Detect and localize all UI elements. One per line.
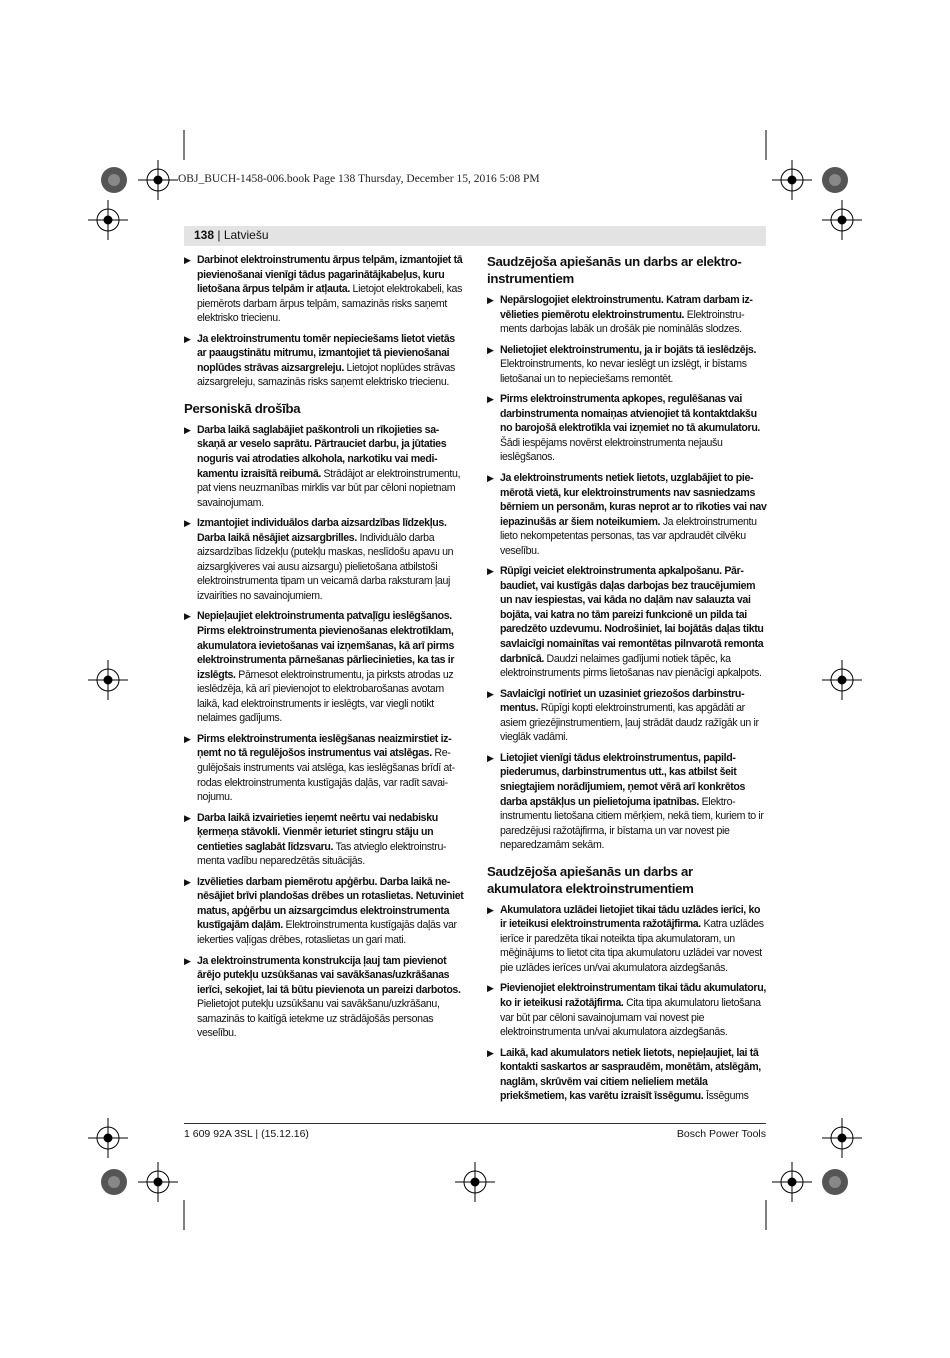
item-text: Lietojot elektrokabeli, kas piemērots darbam ārpus telpām, samazinās risks saņemt elektrisko triecienu. — [197, 283, 463, 325]
item-bold-text: Izvēlieties darbam piemērotu apģērbu. Darba laikā nenēsājiet brīvi plandošas drēbes un rotaslietas. Netuviniet matus, apģērbu un aizsargcimdus elektroinstrumenta kustīgajām daļām. — [197, 875, 464, 932]
bullet-arrow-icon: ▶ — [487, 904, 494, 915]
bullet-arrow-icon: ▶ — [184, 876, 191, 887]
item-text: Katra uzlādes ierīce ir paredzēta tikai noteikta tipa akumulatoram, un mēģinājums to lietot cita tipa akumulatoru uzlādei var novest pie uzlādes ierīces un/vai akumulatora aizdegšanās. — [500, 918, 764, 974]
item-text: Tas atvieglo elektroinstrumenta vadību neparedzētās situācijās. — [197, 840, 447, 868]
item-text: Elektroinstrumentu lietošana citiem mērķiem, nekā tiem, kuriem to ir paredzējusi ražotājfirma, ir bīstama un var novest pie neparedzamām sekām. — [500, 795, 764, 852]
list-item — [487, 903, 767, 976]
item-bold-text: Darba laikā izvairieties ieņemt neērtu vai nedabisku ķermeņa stāvokli. Vienmēr ieturiet stingru stāju un centieties saglabāt līdzsvaru. — [197, 811, 438, 853]
item-text: Elektroinstrumenta kustīgajās daļās var iekerties vaļīgas drēbes, rotaslietas un gari mati. — [197, 919, 457, 946]
list-item — [487, 564, 767, 680]
footer-brand: Bosch Power Tools — [676, 1128, 766, 1140]
list-item — [184, 811, 464, 869]
item-bold-text: Lietojiet vienīgi tādus elektroinstrumentus, papildpiederumus, darbinstrumentus utt., kas atbilst šeit sniegtajiem norādījumiem, ņemot vērā arī konkrētos darba apstākļus un pielietojuma ipatnības. — [500, 751, 746, 808]
item-text: Pielietojot putekļu uzsūkšanu vai savākšanu/uzkrāšanu, samazinās to kaitīgā ietekme uz strādājošās personas veselību. — [197, 998, 440, 1040]
item-bold-text: Nepārslogojiet elektroinstrumentu. Katram darbam izvēlieties piemērotu elektroinstrumentu. — [500, 294, 753, 321]
item-bold-text: Darbinot elektroinstrumentu ārpus telpām, izmantojiet tā pievienošanai vienīgi tādus pagarinātājkabeļus, kuru lietošana ārpus telpām ir atļauta. — [197, 254, 463, 296]
list-item — [487, 751, 767, 853]
header-band — [184, 226, 766, 246]
bullet-arrow-icon: ▶ — [184, 333, 191, 344]
list-item — [184, 332, 464, 390]
footer-rule — [184, 1123, 766, 1124]
item-text: Elektroinstruments, ko nevar ieslēgt un izslēgt, ir bīstams lietošanai un to nepieciešams remontēt. — [500, 358, 747, 385]
bullet-arrow-icon: ▶ — [487, 688, 494, 699]
bullet-arrow-icon: ▶ — [184, 518, 191, 529]
list-item — [184, 423, 464, 510]
section-heading-battery-tool-use: Saudzējoša apiešanās un darbs ar akumulatora elektroinstrumentiem — [487, 863, 694, 896]
item-text: Cita tipa akumulatoru lietošana var būt par cēloni savainojumam vai novest pie elektroinstrumenta un/vai akumulatora aizdegšanās. — [500, 996, 761, 1039]
list-item — [487, 343, 767, 387]
section-heading-personal-safety: Personiskā drošība — [184, 400, 301, 416]
bullet-arrow-icon: ▶ — [184, 733, 191, 744]
item-bold-text: Savlaicīgi notīriet un uzasiniet griezošos darbinstrumentus. — [500, 687, 745, 715]
header-language: Latviešu — [223, 228, 269, 242]
item-bold-text: Pirms elektroinstrumenta ieslēgšanas neaizmirstiet izņemt no tā regulējošos instrumentus vai atslēgas. — [197, 732, 452, 760]
list-item — [184, 732, 464, 805]
print-slug: OBJ_BUCH-1458-006.book Page 138 Thursday, December 15, 2016 5:08 PM — [178, 173, 540, 185]
item-text: Individuālo darba aizsardzības līdzekļu (putekļu maskas, neslīdošu apavu un aizsargķiveres vai ausu aizsargu) pielietošana atbilstoši elektroinstrumenta tipam un veicamā darba raksturam ļauj izvairīties no savainojumiem. — [197, 531, 454, 602]
item-bold-text: Akumulatora uzlādei lietojiet tikai tādu uzlādes ierīci, ko ir ieteikusi elektroinstrumenta ražotājfirma. — [500, 903, 761, 931]
bullet-arrow-icon: ▶ — [487, 566, 494, 577]
bullet-arrow-icon: ▶ — [487, 394, 494, 405]
list-item — [487, 1046, 767, 1104]
list-item — [487, 471, 767, 558]
list-item — [487, 392, 767, 465]
footer-code: 1 609 92A 3SL | (15.12.16) — [184, 1128, 309, 1140]
bullet-arrow-icon: ▶ — [184, 812, 191, 823]
item-bold-text: Pirms elektroinstrumenta apkopes, regulēšanas vai darbinstrumenta nomaiņas atvienojiet tā kontaktdakšu no barojošā elektrotīkla vai izņemiet no tā akumulatoru. — [500, 393, 761, 435]
item-text: Lietojot noplūdes strāvas aizsargreleju, samazinās risks saņemt elektrisko triecienu. — [197, 361, 455, 389]
left-column — [184, 253, 464, 1047]
left-items — [184, 423, 464, 1041]
right-column — [487, 253, 767, 1110]
list-item — [487, 981, 767, 1039]
section-heading-power-tool-use: Saudzējoša apiešanās un darbs ar elektroinstrumentiem — [487, 254, 742, 286]
item-text: Elektroinstruments darbojas labāk un drošāk pie nominālās slodzes. — [500, 308, 745, 336]
right-items-1 — [487, 293, 767, 853]
item-text: Strādājot ar elektroinstrumentu, pat viens neuzmanības mirklis var būt par cēloni nopietnam savainojumam. — [197, 467, 461, 509]
bullet-arrow-icon: ▶ — [487, 752, 494, 763]
list-item — [184, 954, 464, 1041]
list-item — [184, 516, 464, 603]
item-bold-text: Pievienojiet elektroinstrumentam tikai tādu akumulatoru, ko ir ieteikusi ražotājfirma. — [500, 982, 766, 1009]
bullet-arrow-icon: ▶ — [487, 1047, 494, 1058]
list-item — [487, 293, 767, 337]
item-bold-text: Nepieļaujiet elektroinstrumenta patvaļīgu ieslēgšanos. Pirms elektroinstrumenta pievienošanas elektrotīklam, akumulatora ievietošanas vai izņemšanas, kā arī pirms elektroinstrumenta pārnešanas pārliecinieties, ka tas ir izslēgts. — [197, 610, 455, 681]
bullet-arrow-icon: ▶ — [184, 955, 191, 966]
item-bold-text: Rūpīgi veiciet elektroinstrumenta apkalpošanu. Pārbaudiet, vai kustīgās daļas darbojas bez traucējumiem un nav iespiestas, vai kāda no daļām nav salauzta vai bojāta, vai katra no tām pareizi funkcionē un pilda tai paredzēto uzdevumu. Nodrošiniet, lai bojātās daļas tiktu savlaicīgi nomainītas vai remontētas pilnvarotā remonta darbnīcā. — [500, 565, 764, 665]
list-item — [184, 875, 464, 948]
item-bold-text: Ja elektroinstrumentu tomēr nepieciešams lietot vietās ar paaugstinātu mitrumu, izmantojiet tā pievienošanai noplūdes strāvas aizsargreleju. — [197, 332, 455, 374]
list-item — [487, 687, 767, 745]
item-bold-text: Izmantojiet individuālos darba aizsardzības līdzekļus. Darba laikā nēsājiet aizsargbrilles. — [197, 517, 447, 544]
item-text: Šādi iespējams novērst elektroinstrumenta nejaušu ieslēgšanos. — [500, 436, 723, 464]
item-bold-text: Ja elektroinstrumenta konstrukcija ļauj tam pievienot ārējo putekļu uzsūkšanas vai savākšanas/uzkrāšanas ierīci, sekojiet, lai tā būtu pievienota un pareizi darbotos. — [197, 954, 461, 996]
bullet-arrow-icon: ▶ — [184, 611, 191, 622]
bullet-arrow-icon: ▶ — [487, 983, 494, 994]
item-text: Rūpīgi kopti elektroinstrumenti, kas apgādāti ar asiem griezējinstrumentiem, ļauj strādāt daudz ražīgāk un ir vieglāk vadāmi. — [500, 702, 759, 744]
item-text: Daudzi nelaimes gadījumi notiek tāpēc, ka elektroinstruments pirms lietošanas nav pienācīgi apkalpots. — [500, 652, 762, 680]
list-item — [184, 609, 464, 725]
item-bold-text: Laikā, kad akumulators netiek lietots, nepieļaujiet, lai tā kontakti saskartos ar saspraudēm, monētām, atslēgām, naglām, skrūvēm vai citiem nelieliem metāla priekšmetiem, kas varētu izraisīt īssēgumu. — [500, 1046, 761, 1103]
item-bold-text: Nelietojiet elektroinstrumentu, ja ir bojāts tā ieslēdzējs. — [500, 343, 757, 356]
item-bold-text: Ja elektroinstruments netiek lietots, uzglabājiet to piemērotā vietā, kur elektroinstruments nav sasniedzams bērniem un personām, kuras neprot ar to rīkoties vai nav iepazinušās ar šiem noteikumiem. — [500, 472, 767, 528]
bullet-arrow-icon: ▶ — [487, 473, 494, 484]
item-text: Īssēgums — [703, 1090, 749, 1103]
bullet-arrow-icon: ▶ — [487, 344, 494, 355]
page-number: 138 — [194, 228, 215, 242]
bullet-arrow-icon: ▶ — [184, 255, 191, 265]
item-bold-text: Darba laikā saglabājiet paškontroli un rīkojieties saskaņā ar veselo saprātu. Pārtrauciet darbu, ja jūtaties noguris vai atrodaties alkohola, narkotiku vai medikamentu izraisītā reibumā. — [197, 423, 447, 480]
list-item — [184, 253, 464, 326]
item-text: Regulējošais instruments vai atslēga, kas ieslēgšanas brīdī atrodas elektroinstrumenta kustīgajās daļās, var radīt savainojumu. — [197, 747, 456, 804]
left-items-top — [184, 253, 464, 390]
item-text: Ja elektroinstrumentu lieto nekompetentas personas, tas var apdraudēt cilvēku veselību. — [500, 515, 757, 557]
page-header: 138 | Latviešu — [194, 228, 269, 242]
right-items-2 — [487, 903, 767, 1104]
bullet-arrow-icon: ▶ — [487, 295, 494, 305]
bullet-arrow-icon: ▶ — [184, 424, 191, 435]
item-text: Pārnesot elektroinstrumentu, ja pirksts atrodas uz ieslēdzēja, kā arī pievienojot to elektrobarošanas avotam laikā, kad elektroinstruments ir ieslēgts, var viegli notikt nelaimes gadījums. — [197, 668, 454, 725]
